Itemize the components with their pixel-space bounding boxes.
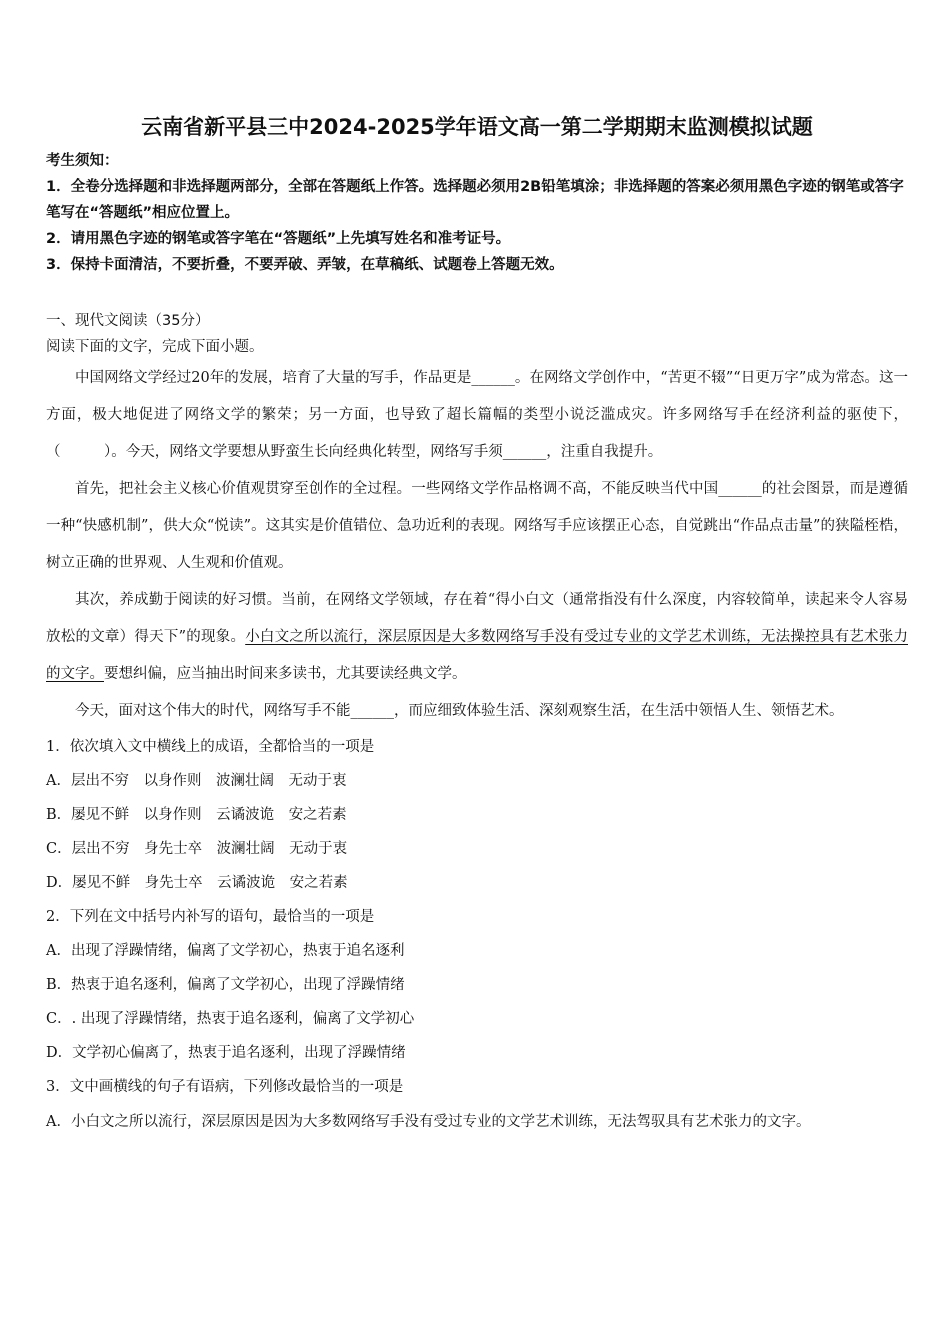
passage-paragraph: 中国网络文学经过20年的发展，培育了大量的写手，作品更是______。在网络文学创作中，“苦更不辍”“日更万字”成为常态。这一方面，极大地促进了网络文学的繁荣；另一方面，也导致了超长篇幅的类型小说泛滥成灾。许多网络写手在经济利益的驱使下，（ ）。今天，网络文学要想从野蛮生长向经典化转型，网络写手须______，注重自我提升。 (46, 370, 908, 460)
answer-option: D．屡见不鲜 身先士卒 云谲波诡 安之若素 (46, 875, 348, 891)
notice-item: 2．请用黑色字迹的钢笔或答字笔在“答题纸”上先填写姓名和准考证号。 (46, 231, 511, 247)
answer-option: B．热衷于追名逐利，偏离了文学初心，出现了浮躁情绪 (46, 977, 405, 993)
answer-option: C．层出不穷 身先士卒 波澜壮阔 无动于衷 (46, 841, 348, 857)
notice-item: 1．全卷分选择题和非选择题两部分，全部在答题纸上作答。选择题必须用2B铅笔填涂；非选择题的答案必须用黑色字迹的钢笔或答字笔写在“答题纸”相应位置上。 (46, 179, 904, 221)
question-list (46, 730, 908, 1140)
exam-page (46, 0, 908, 1140)
passage-paragraph: 首先，把社会主义核心价值观贯穿至创作的全过程。一些网络文学作品格调不高，不能反映当代中国______的社会图景，而是遵循一种“快感机制”，供大众“悦读”。这其实是价值错位、急功近利的表现。网络写手应该摆正心态，自觉跳出“作品点击量”的狭隘桎梏，树立正确的世界观、人生观和价值观。 (46, 481, 908, 571)
notice-item: 3．保持卡面清洁，不要折叠，不要弄破、弄皱，在草稿纸、试题卷上答题无效。 (46, 257, 564, 273)
passage-paragraph: 今天，面对这个伟大的时代，网络写手不能______，而应细致体验生活、深刻观察生活，在生活中领悟人生、领悟艺术。 (75, 703, 844, 719)
answer-option: A．层出不穷 以身作则 波澜壮阔 无动于衷 (46, 773, 347, 789)
passage-paragraph (46, 582, 908, 693)
answer-option: A．小白文之所以流行，深层原因是因为大多数网络写手没有受过专业的文学艺术训练，无法驾驭具有艺术张力的文字。 (46, 1114, 811, 1130)
notice-heading: 考生须知： (46, 153, 119, 169)
answer-option: A．出现了浮躁情绪，偏离了文学初心，热衷于追名逐利 (46, 943, 405, 959)
underlined-sentence: 小白文之所以流行，深层原因是大多数网络写手没有受过专业的文学艺术训练，无法操控具有艺术张力的文字。 (46, 629, 908, 682)
question-stem: 3．文中画横线的句子有语病，下列修改最恰当的一项是 (46, 1079, 404, 1095)
section-intro: 阅读下面的文字，完成下面小题。 (46, 339, 264, 355)
answer-option: C．. 出现了浮躁情绪，热衷于追名逐利，偏离了文学初心 (46, 1011, 415, 1027)
passage-text: 要想纠偏，应当抽出时间来多读书，尤其要读经典文学。 (104, 666, 467, 682)
answer-option: D．文学初心偏离了，热衷于追名逐利，出现了浮躁情绪 (46, 1045, 406, 1061)
answer-option: B．屡见不鲜 以身作则 云谲波诡 安之若素 (46, 807, 347, 823)
passage-text: 其次，养成勤于阅读的好习惯。当前，在网络文学领域，存在着“得小白文（通常指没有什么深度，内容较简单，读起来令人容易放松的文章）得天下”的现象。 (46, 592, 908, 645)
reading-passage (46, 360, 908, 730)
question-stem: 2．下列在文中括号内补写的语句，最恰当的一项是 (46, 909, 375, 925)
question-stem: 1．依次填入文中横线上的成语，全都恰当的一项是 (46, 739, 375, 755)
section-heading: 一、现代文阅读（35分） (46, 313, 210, 329)
exam-title: 云南省新平县三中2024-2025学年语文高一第二学期期末监测模拟试题 (141, 115, 813, 139)
notice-block (46, 148, 908, 278)
